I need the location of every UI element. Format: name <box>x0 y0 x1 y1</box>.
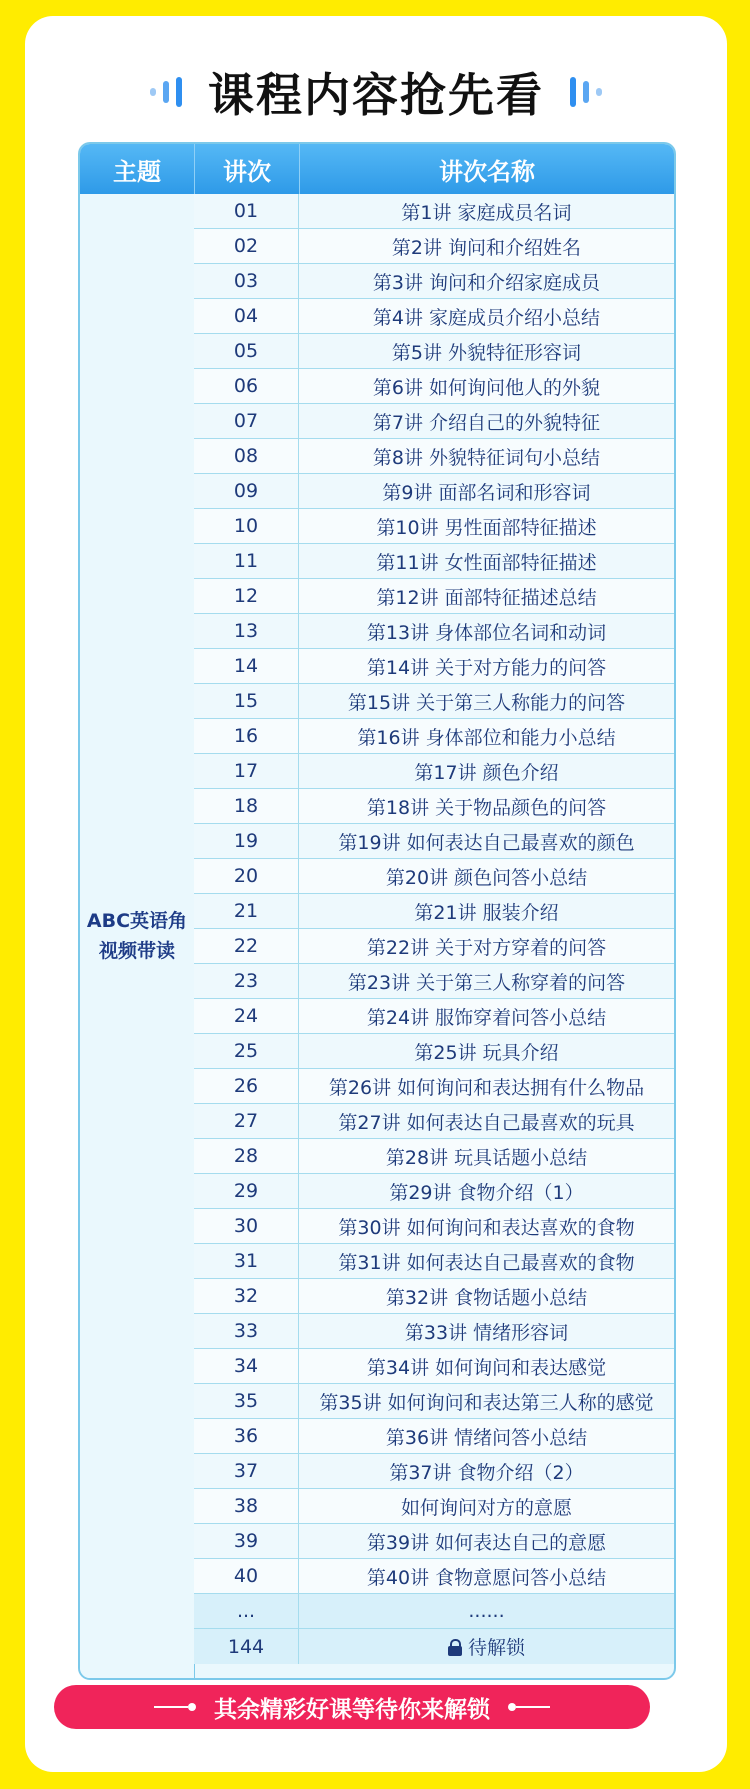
session-number: 24 <box>194 999 299 1033</box>
table-row <box>194 474 674 509</box>
session-number: 25 <box>194 1034 299 1068</box>
session-number: 05 <box>194 334 299 368</box>
cta-decoration-right <box>508 1703 550 1711</box>
session-number: 26 <box>194 1069 299 1103</box>
table-row <box>194 194 674 229</box>
table-row <box>194 299 674 334</box>
table-row <box>194 1139 674 1174</box>
session-number: 33 <box>194 1314 299 1348</box>
course-table <box>78 142 676 1680</box>
session-number: 15 <box>194 684 299 718</box>
session-title: 第2讲 询问和介绍姓名 <box>391 236 582 259</box>
header-name: 讲次名称 <box>439 157 535 186</box>
table-row <box>194 579 674 614</box>
session-title: 第10讲 男性面部特征描述 <box>376 516 597 539</box>
session-title: 第6讲 如何询问他人的外貌 <box>372 376 601 399</box>
table-row <box>194 1454 674 1489</box>
session-title: 第11讲 女性面部特征描述 <box>376 551 597 574</box>
session-number: 34 <box>194 1349 299 1383</box>
table-row <box>194 439 674 474</box>
table-row <box>194 684 674 719</box>
session-number: 12 <box>194 579 299 613</box>
session-number: 30 <box>194 1209 299 1243</box>
table-row <box>194 1069 674 1104</box>
session-title: 第39讲 如何表达自己的意愿 <box>366 1531 607 1554</box>
title-decoration-left <box>150 77 182 107</box>
table-row <box>194 999 674 1034</box>
table-row <box>194 369 674 404</box>
session-title: 第20讲 颜色问答小总结 <box>385 866 588 889</box>
table-row <box>194 929 674 964</box>
table-row <box>194 1419 674 1454</box>
table-row <box>194 1629 674 1664</box>
table-body <box>194 194 674 1664</box>
table-row <box>194 1489 674 1524</box>
cta-label: 其余精彩好课等待你来解锁 <box>214 1696 490 1723</box>
session-number: 20 <box>194 859 299 893</box>
table-row <box>194 1524 674 1559</box>
session-title: 第40讲 食物意愿问答小总结 <box>366 1566 607 1589</box>
session-title: 第1讲 家庭成员名词 <box>401 201 572 224</box>
session-number: 37 <box>194 1454 299 1488</box>
table-row <box>194 1349 674 1384</box>
table-row <box>194 824 674 859</box>
session-number: 14 <box>194 649 299 683</box>
session-title: 第14讲 关于对方能力的问答 <box>366 656 607 679</box>
table-row <box>194 614 674 649</box>
session-title: 第28讲 玩具话题小总结 <box>385 1146 588 1169</box>
session-title: 第4讲 家庭成员介绍小总结 <box>372 306 601 329</box>
table-row <box>194 509 674 544</box>
session-title: 第27讲 如何表达自己最喜欢的玩具 <box>338 1111 635 1134</box>
session-title: 第5讲 外貌特征形容词 <box>391 341 582 364</box>
table-row <box>194 649 674 684</box>
session-number: 01 <box>194 194 299 228</box>
table-row <box>194 1594 674 1629</box>
title-decoration-right <box>570 77 602 107</box>
session-number: 16 <box>194 719 299 753</box>
session-title: 第26讲 如何询问和表达拥有什么物品 <box>328 1076 645 1099</box>
session-number: 04 <box>194 299 299 333</box>
table-row <box>194 264 674 299</box>
session-number: 39 <box>194 1524 299 1558</box>
session-number: 28 <box>194 1139 299 1173</box>
table-row <box>194 404 674 439</box>
session-number: 13 <box>194 614 299 648</box>
locked-label: 待解锁 <box>467 1637 525 1659</box>
session-number: 19 <box>194 824 299 858</box>
session-number: 09 <box>194 474 299 508</box>
session-title: 第32讲 食物话题小总结 <box>385 1286 588 1309</box>
table-row <box>194 1174 674 1209</box>
session-title: 第19讲 如何表达自己最喜欢的颜色 <box>338 831 635 854</box>
session-title: 第25讲 玩具介绍 <box>414 1041 559 1064</box>
course-card <box>25 16 727 1772</box>
session-number: 35 <box>194 1384 299 1418</box>
topic-cell <box>80 194 195 1678</box>
table-row <box>194 1104 674 1139</box>
session-title: 第24讲 服饰穿着问答小总结 <box>366 1006 607 1029</box>
session-number: 36 <box>194 1419 299 1453</box>
header-topic: 主题 <box>80 144 195 194</box>
title-row <box>25 54 727 130</box>
session-number: 27 <box>194 1104 299 1138</box>
table-row <box>194 1314 674 1349</box>
session-number: 29 <box>194 1174 299 1208</box>
session-title: 第13讲 身体部位名词和动词 <box>366 621 607 644</box>
table-header <box>80 144 674 194</box>
session-number: ... <box>194 1594 299 1628</box>
session-number: 21 <box>194 894 299 928</box>
table-row <box>194 229 674 264</box>
session-number: 18 <box>194 789 299 823</box>
table-row <box>194 964 674 999</box>
cta-decoration-left <box>154 1703 196 1711</box>
session-title: 第21讲 服装介绍 <box>414 901 559 924</box>
table-row <box>194 789 674 824</box>
session-number: 144 <box>194 1629 299 1664</box>
session-title: 第31讲 如何表达自己最喜欢的食物 <box>338 1251 635 1274</box>
session-number: 32 <box>194 1279 299 1313</box>
session-number: 38 <box>194 1489 299 1523</box>
table-row <box>194 1034 674 1069</box>
table-row <box>194 859 674 894</box>
session-number: 11 <box>194 544 299 578</box>
session-title: 第12讲 面部特征描述总结 <box>376 586 597 609</box>
table-row <box>194 894 674 929</box>
session-title: 第22讲 关于对方穿着的问答 <box>366 936 607 959</box>
session-number: 23 <box>194 964 299 998</box>
session-title: 第34讲 如何询问和表达感觉 <box>366 1356 607 1379</box>
session-title: ...... <box>468 1600 505 1622</box>
session-title: 第9讲 面部名词和形容词 <box>382 481 591 504</box>
table-row <box>194 1279 674 1314</box>
session-title: 第18讲 关于物品颜色的问答 <box>366 796 607 819</box>
session-number: 03 <box>194 264 299 298</box>
session-title: 第15讲 关于第三人称能力的问答 <box>347 691 626 714</box>
table-row <box>194 544 674 579</box>
session-number: 02 <box>194 229 299 263</box>
lock-icon <box>448 1639 462 1655</box>
session-title: 第16讲 身体部位和能力小总结 <box>357 726 616 749</box>
session-title: 第23讲 关于第三人称穿着的问答 <box>347 971 626 994</box>
table-row <box>194 1559 674 1594</box>
table-row <box>194 334 674 369</box>
unlock-more-button[interactable] <box>54 1685 650 1729</box>
session-title: 第35讲 如何询问和表达第三人称的感觉 <box>319 1391 654 1414</box>
session-title: 第37讲 食物介绍（2） <box>389 1461 584 1484</box>
session-title: 第17讲 颜色介绍 <box>414 761 559 784</box>
table-row <box>194 754 674 789</box>
session-number: 10 <box>194 509 299 543</box>
session-number: 07 <box>194 404 299 438</box>
session-number: 40 <box>194 1559 299 1593</box>
session-title: 第7讲 介绍自己的外貌特征 <box>372 411 601 434</box>
session-title: 如何询问对方的意愿 <box>400 1496 572 1519</box>
session-number: 06 <box>194 369 299 403</box>
topic-line-2: 视频带读 <box>98 940 175 962</box>
table-row <box>194 719 674 754</box>
session-number: 31 <box>194 1244 299 1278</box>
session-title: 第36讲 情绪问答小总结 <box>385 1426 588 1449</box>
table-row <box>194 1384 674 1419</box>
session-title: 第29讲 食物介绍（1） <box>389 1181 584 1204</box>
table-row <box>194 1244 674 1279</box>
table-row <box>194 1209 674 1244</box>
session-title <box>299 1629 674 1664</box>
session-title: 第30讲 如何询问和表达喜欢的食物 <box>338 1216 635 1239</box>
session-number: 22 <box>194 929 299 963</box>
session-title: 第33讲 情绪形容词 <box>404 1321 569 1344</box>
topic-line-1: ABC英语角 <box>86 910 188 932</box>
session-number: 08 <box>194 439 299 473</box>
session-title: 第3讲 询问和介绍家庭成员 <box>372 271 601 294</box>
session-title: 第8讲 外貌特征词句小总结 <box>372 446 601 469</box>
session-number: 17 <box>194 754 299 788</box>
page-title: 课程内容抢先看 <box>208 68 544 122</box>
header-session: 讲次 <box>195 144 300 194</box>
